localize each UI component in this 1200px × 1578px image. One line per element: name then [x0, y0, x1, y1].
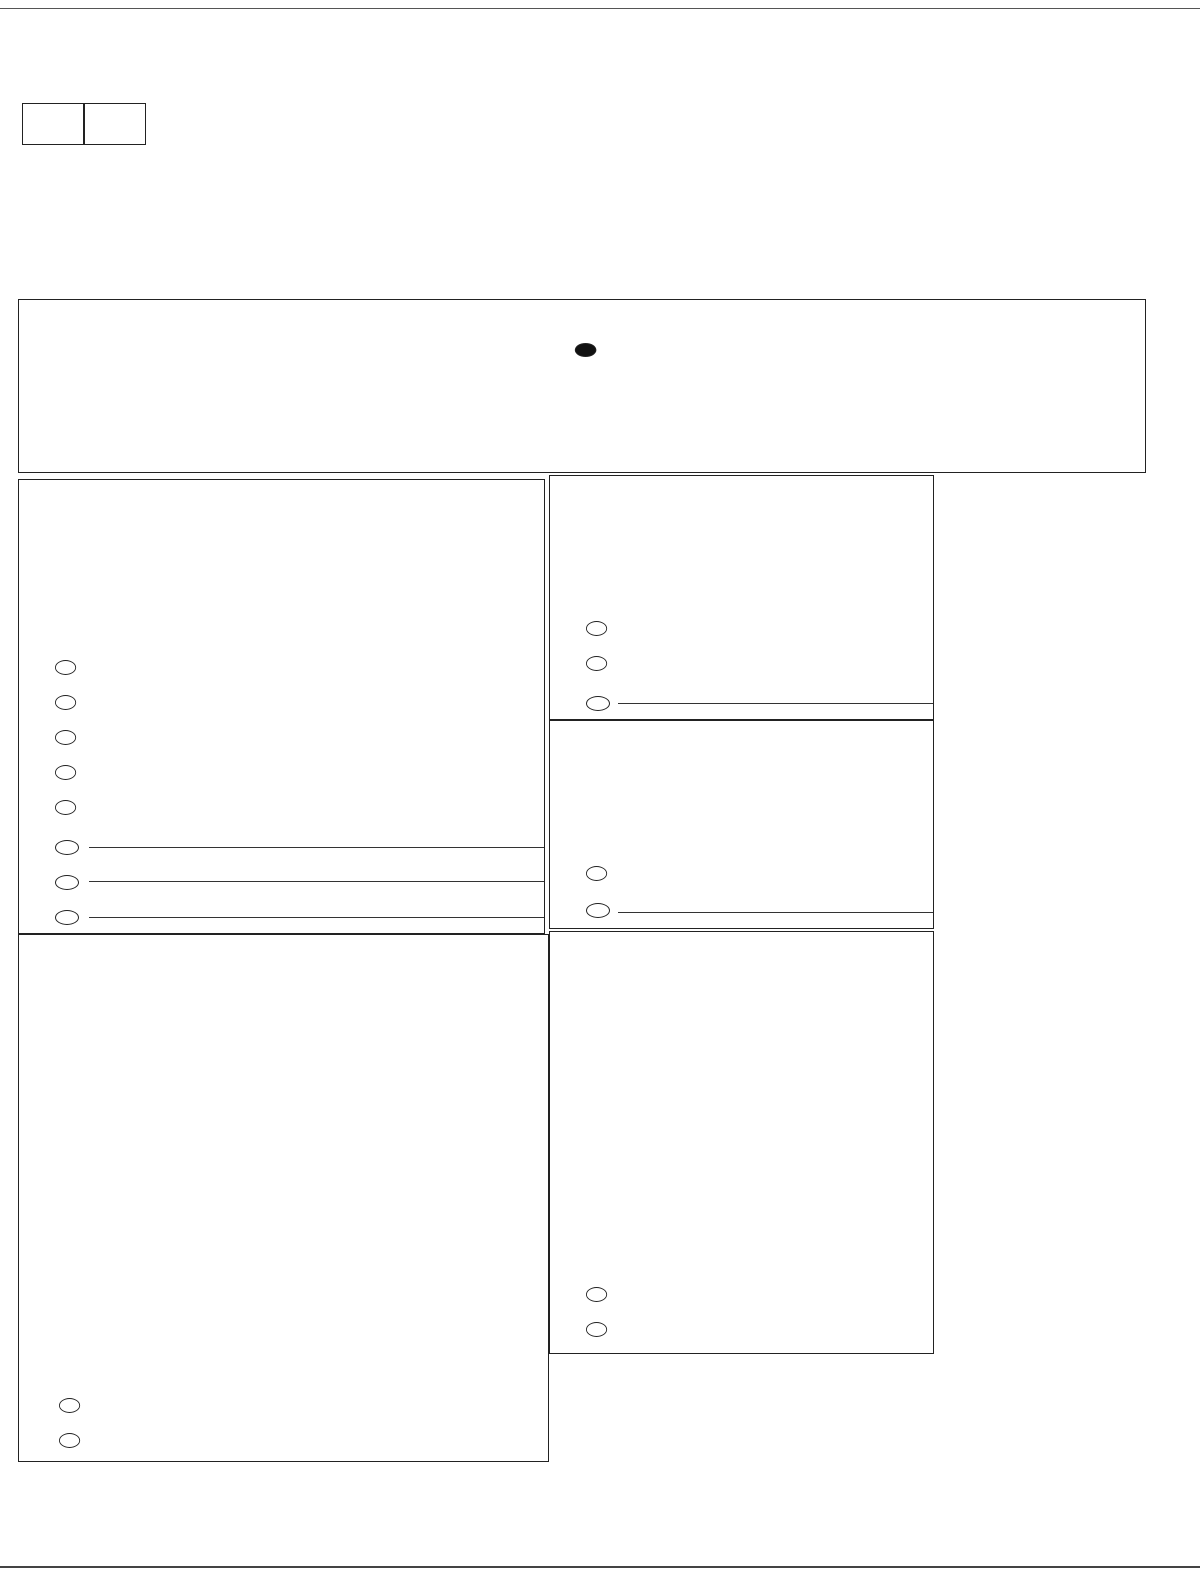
candidate-ryan-maddox[interactable]	[55, 800, 83, 815]
candidate-tom-bass[interactable]	[55, 730, 83, 745]
special-no-option[interactable]	[586, 1322, 614, 1337]
bond-no-option[interactable]	[59, 1433, 87, 1448]
candidate-shane-nelson[interactable]	[586, 656, 614, 671]
write-in-line-1[interactable]	[89, 847, 544, 848]
candidate-bob-burgess[interactable]	[55, 765, 83, 780]
write-in-oval-2[interactable]	[55, 875, 79, 890]
mayor-write-in-line[interactable]	[618, 703, 933, 704]
vote-oval[interactable]	[55, 800, 76, 815]
mayor-contest	[549, 475, 934, 720]
mayor-write-in-oval[interactable]	[586, 696, 610, 711]
vote-oval[interactable]	[55, 730, 76, 745]
alderman-contest	[549, 720, 934, 929]
candidate-bradley-alan-jackson[interactable]	[586, 621, 614, 636]
special-yes-option[interactable]	[586, 1287, 614, 1302]
special-election-contest	[549, 931, 934, 1354]
vote-oval[interactable]	[586, 1322, 607, 1337]
school-board-contest	[18, 479, 545, 934]
bond-yes-option[interactable]	[59, 1398, 87, 1413]
filled-oval-example-icon	[575, 343, 597, 357]
judges-initials-box[interactable]	[22, 103, 146, 145]
vote-oval[interactable]	[55, 765, 76, 780]
write-in-oval-1[interactable]	[55, 840, 79, 855]
candidate-chris-snyder[interactable]	[586, 866, 614, 881]
vote-oval[interactable]	[55, 660, 76, 675]
write-in-line-2[interactable]	[89, 881, 544, 882]
alderman-write-in-oval[interactable]	[586, 903, 610, 918]
vote-oval[interactable]	[586, 621, 607, 636]
candidate-laura-johnson[interactable]	[55, 695, 83, 710]
write-in-oval-3[interactable]	[55, 910, 79, 925]
vote-oval[interactable]	[586, 656, 607, 671]
write-in-line-3[interactable]	[89, 917, 544, 918]
vote-oval[interactable]	[586, 1287, 607, 1302]
vote-oval[interactable]	[586, 866, 607, 881]
instructions-lead	[75, 338, 1088, 361]
bottom-border-line	[0, 1566, 1200, 1568]
vote-oval[interactable]	[59, 1433, 80, 1448]
candidate-kimberly-maddox[interactable]	[55, 660, 83, 675]
alderman-write-in-line[interactable]	[618, 912, 933, 913]
vote-oval[interactable]	[59, 1398, 80, 1413]
vote-oval[interactable]	[55, 695, 76, 710]
top-border-line	[0, 8, 1200, 9]
bond-election-contest	[18, 934, 549, 1462]
instructions-box	[18, 299, 1146, 473]
